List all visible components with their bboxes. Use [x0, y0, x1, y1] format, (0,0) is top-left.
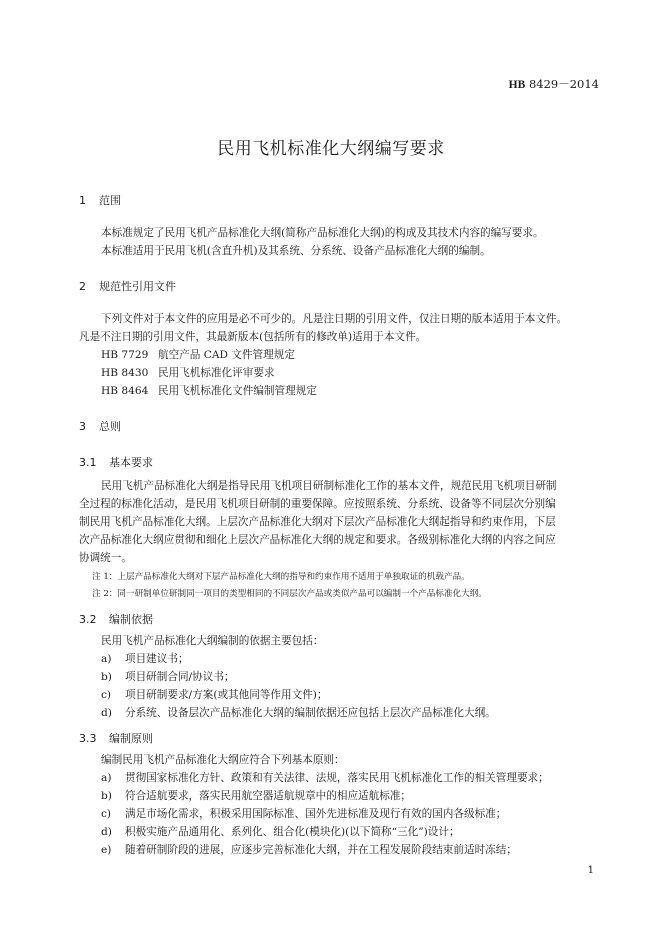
document-title: 民用飞机标准化大纲编写要求 [217, 139, 445, 159]
paragraph: 本标准适用于民用飞机(含直升机)及其系统、分系统、设备产品标准化大纲的编制。 [101, 245, 491, 257]
reference-code: HB 8464 [101, 385, 149, 397]
list-item [101, 651, 189, 666]
list-text: 项目研制要求/方案(或其他同等作用文件)； [125, 689, 328, 701]
section-3-heading [79, 418, 121, 434]
section-title: 编制依据 [109, 613, 153, 626]
paragraph-line: 民用飞机产品标准化大纲是指导民用飞机项目研制标准化工作的基本文件，规范民用飞机项目研制 [101, 480, 557, 492]
section-number: 3.3 [79, 732, 97, 745]
list-label: a) [101, 653, 112, 665]
section-3-2-heading [79, 611, 153, 627]
paragraph-line: 协调统一。 [79, 552, 132, 564]
standard-prefix: HB [508, 79, 526, 91]
section-3-1-heading [79, 454, 153, 470]
standard-code [509, 76, 599, 92]
list-text: 符合适航要求，落实民用航空器适航规章中的相应适航标准； [125, 790, 412, 802]
section-title: 编制原则 [109, 732, 153, 745]
list-text: 贯彻国家标准化方针、政策和有关法律、法规，落实民用飞机标准化工作的相关管理要求； [125, 772, 549, 784]
section-3-3-heading [79, 730, 153, 746]
list-text: 满足市场化需求，积极采用国际标准、国外先进标准及现行有效的国内各级标准； [125, 808, 507, 820]
list-text: 项目研制合同/协议书； [125, 671, 235, 683]
reference-item [101, 383, 317, 398]
list-label: a) [101, 772, 112, 784]
section-title: 规范性引用文件 [99, 280, 176, 293]
section-number: 3 [79, 420, 86, 433]
reference-item [101, 347, 295, 362]
list-item [101, 788, 411, 803]
paragraph: 编制民用飞机产品标准化大纲应符合下列基本原则： [101, 754, 345, 766]
section-title: 总则 [99, 420, 121, 433]
list-item [101, 806, 506, 821]
list-item [101, 842, 517, 857]
list-label: b) [101, 790, 112, 802]
reference-title: 民用飞机标准化评审要求 [158, 367, 275, 379]
paragraph: 本标准规定了民用飞机产品标准化大纲(简称产品标准化大纲)的构成及其技术内容的编写要求。 [101, 227, 544, 239]
section-title: 范围 [99, 194, 121, 207]
paragraph: 下列文件对于本文件的应用是必不可少的。凡是注日期的引用文件，仅注日期的版本适用于本文件。 [101, 313, 568, 325]
section-number: 2 [79, 280, 86, 293]
list-label: e) [101, 844, 112, 856]
section-title: 基本要求 [109, 456, 153, 469]
standard-number: 8429－2014 [528, 77, 599, 91]
list-label: d) [101, 707, 112, 719]
list-item [101, 770, 549, 785]
paragraph-line: 全过程的标准化活动，是民用飞机项目研制的重要保障。应按照系统、分系统、设备等不同层次分别编 [79, 498, 556, 510]
list-item [101, 669, 235, 684]
page-number: 1 [587, 865, 594, 876]
list-text: 分系统、设备层次产品标准化大纲的编制依据还应包括上层次产品标准化大纲。 [125, 707, 496, 719]
section-number: 3.2 [79, 613, 97, 626]
list-item [101, 824, 460, 839]
reference-code: HB 8430 [101, 367, 149, 379]
paragraph-line: 次产品标准化大纲应贯彻和细化上层次产品标准化大纲的规定和要求。各级别标准化大纲的内容之间应 [79, 534, 556, 546]
list-label: d) [101, 826, 112, 838]
note-1: 注 1：上层产品标准化大纲对下层产品标准化大纲的指导和约束作用不适用于单独取证的机载产品。 [92, 572, 470, 582]
paragraph: 凡是不注日期的引用文件，其最新版本(包括所有的修改单)适用于本文件。 [79, 331, 427, 343]
list-item [101, 687, 328, 702]
list-item [101, 705, 496, 720]
list-text: 积极实施产品通用化、系列化、组合化(模块化)(以下简称“三化”)设计； [125, 826, 460, 838]
section-number: 3.1 [79, 456, 97, 469]
list-label: c) [101, 689, 112, 701]
reference-code: HB 7729 [101, 349, 149, 361]
section-2-heading [79, 278, 176, 294]
list-text: 项目建议书； [125, 653, 189, 665]
paragraph: 民用飞机产品标准化大纲编制的依据主要包括： [101, 635, 324, 647]
reference-title: 航空产品 CAD 文件管理规定 [158, 349, 295, 361]
note-2: 注 2：同一研制单位研制同一项目的类型相同的不同层次产品或类似产品可以编制一个产品标准化大纲。 [92, 589, 487, 599]
list-text: 随着研制阶段的进展，应逐步完善标准化大纲，并在工程发展阶段结束前适时冻结； [125, 844, 517, 856]
list-label: c) [101, 808, 112, 820]
paragraph-line: 制民用飞机产品标准化大纲。上层次产品标准化大纲对下层次产品标准化大纲起指导和约束作用，下层 [79, 516, 556, 528]
section-1-heading [79, 192, 121, 208]
section-number: 1 [79, 194, 86, 207]
reference-item [101, 365, 275, 380]
list-label: b) [101, 671, 112, 683]
reference-title: 民用飞机标准化文件编制管理规定 [158, 385, 317, 397]
